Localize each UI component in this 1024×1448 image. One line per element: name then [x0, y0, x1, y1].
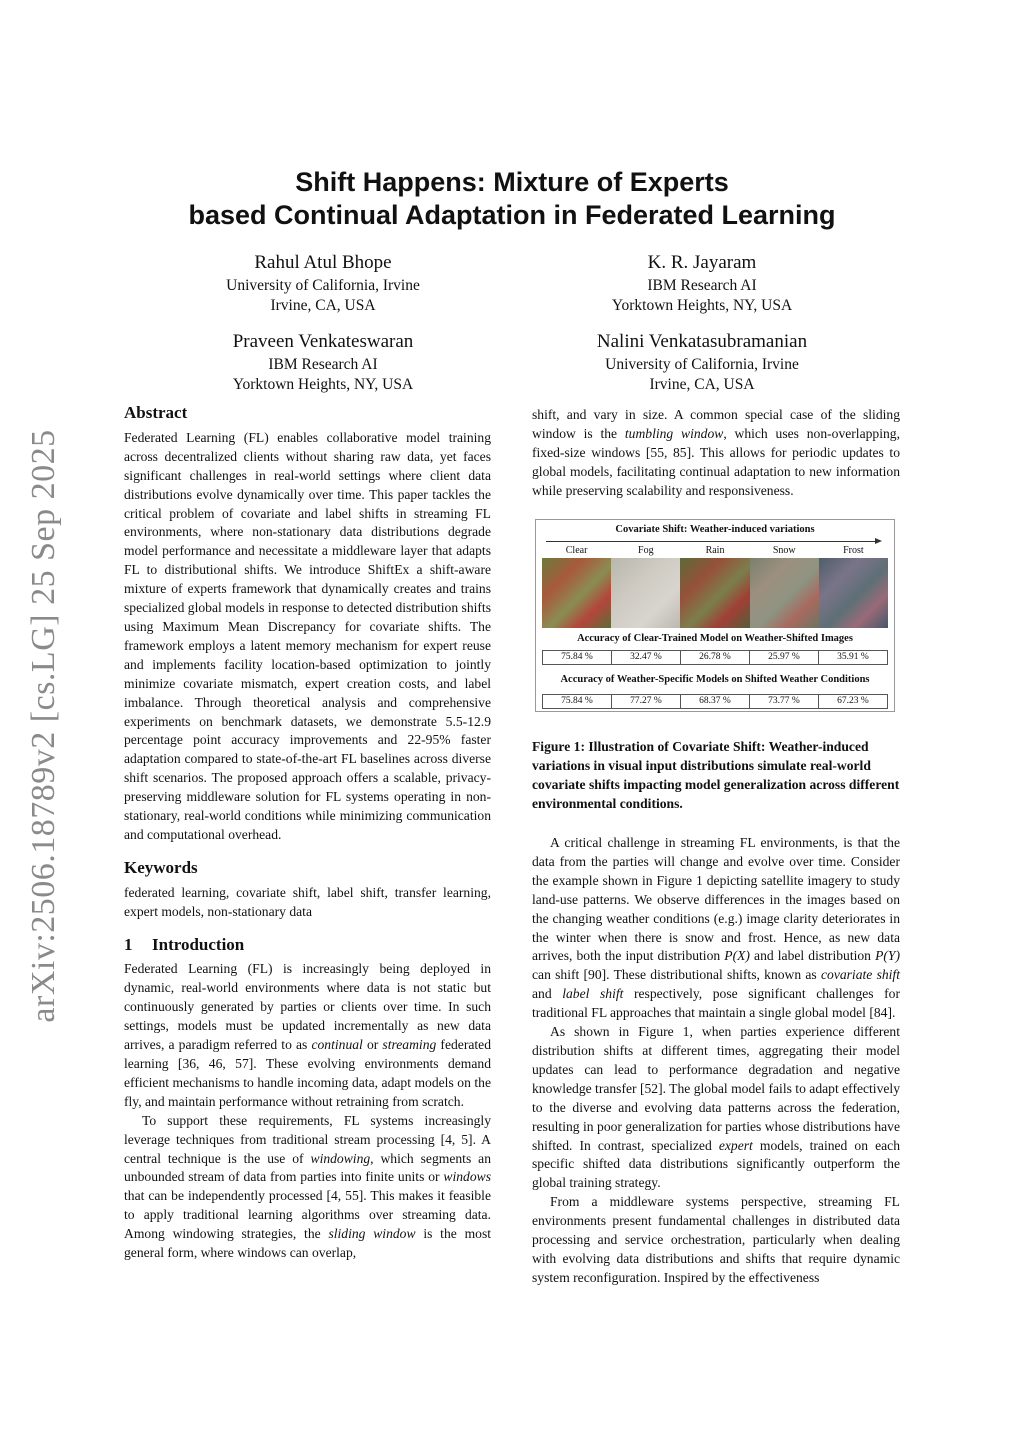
author-affiliation: University of California, Irvine	[226, 277, 420, 294]
condition-label: Frost	[843, 545, 864, 556]
author-block	[512, 250, 892, 316]
condition-label: Rain	[705, 545, 725, 556]
author-name: Nalini Venkatasubramanian	[596, 331, 808, 352]
condition-labels	[542, 545, 888, 556]
author-location: Yorktown Heights, NY, USA	[611, 297, 793, 314]
satellite-image-strip	[542, 558, 888, 628]
figure-title: Covariate Shift: Weather-induced variations	[615, 524, 815, 535]
satellite-image-fog	[611, 558, 680, 628]
accuracy-cell: 75.84 %	[561, 696, 593, 706]
accuracy-cell: 77.27 %	[611, 695, 680, 708]
accuracy-title-2: Accuracy of Weather-Specific Models on Shifted Weather Conditions	[560, 674, 870, 685]
author-affiliation: University of California, Irvine	[605, 356, 799, 373]
accuracy-cell: 73.77 %	[749, 695, 818, 708]
right-column-top	[532, 406, 900, 501]
right-paragraph-2: As shown in Figure 1, when parties experience different distribution shifts at different times, aggregating their model updates can lead to performance degradation and negative knowledge transfer [52]. The global model fails to adapt effectively to the diverse and evolving data patterns across the federation, resulting in poor generalization for parties whose distributions have shifted. In contrast, specialized expert models, trained on each specific shifted data distributions significantly outperform the global training strategy.	[532, 1024, 900, 1191]
author-location: Yorktown Heights, NY, USA	[232, 376, 414, 393]
author-block	[133, 250, 513, 316]
abstract-text: Federated Learning (FL) enables collaborative model training across decentralized clients without sharing raw data, yet faces significant challenges in real-world settings where client data distributions evolve dynamically over time. This paper tackles the critical problem of covariate and label shifts in streaming FL environments, where non-stationary data distributions degrade model performance and necessitate a middleware layer that adapts FL to distributional shifts. We introduce ShiftEx a shift-aware mixture of experts framework that dynamically creates and trains specialized global models in response to detected distribution shifts using Maximum Mean Discrepancy for covariate shifts. The framework employs a latent memory mechanism for expert reuse and implements facility location-based optimization to jointly minimize covariate mismatch, expert creation costs, and label imbalance. Through theoretical analysis and comprehensive experiments on benchmark datasets, we demonstrate 5.5-12.9 percentage point accuracy improvements and 22-95% faster adaptation compared to state-of-the-art FL baselines across diverse shift scenarios. The proposed approach offers a scalable, privacy-preserving middleware solution for FL systems operating in non-stationary, real-world conditions while minimizing communication and computational overhead.	[124, 429, 491, 842]
author-block	[512, 329, 892, 395]
right-paragraph-3: From a middleware systems perspective, streaming FL environments present fundamental challenges in distributed data processing and service orchestration, particularly when dealing with evolving data distributions and shifts that require dynamic system reconfiguration. Inspired by the effectiveness	[532, 1194, 900, 1285]
right-paragraph-continuation: shift, and vary in size. A common special case of the sliding window is the tumbling window, which uses non-overlapping, fixed-size windows [55, 85]. This allows for periodic updates to global models, facilitating continual adaptation to new information while preserving scalability and responsiveness.	[532, 407, 900, 498]
arrow-right-icon	[546, 541, 876, 542]
condition-label: Clear	[565, 545, 588, 556]
accuracy-cell: 75.84 %	[561, 652, 593, 662]
accuracy-title-1: Accuracy of Clear-Trained Model on Weather-Shifted Images	[577, 633, 853, 644]
author-affiliation: IBM Research AI	[647, 277, 757, 294]
satellite-image-frost	[819, 558, 888, 628]
right-paragraph-1: A critical challenge in streaming FL environments, is that the data from the parties will change and evolve over time. Consider the example shown in Figure 1 depicting satellite imagery to study land-use patterns. We observe differences in the images based on the changing weather conditions (e.g.) image clarity deteriorates in the winter when there is snow and frost. Hence, as new data arrives, both the input distribution P(X) and label distribution P(Y) can shift [90]. These distributional shifts, known as covariate shift and label shift respectively, pose significant challenges for traditional FL approaches that maintain a single global model [84].	[532, 835, 901, 1021]
satellite-image-clear	[542, 558, 611, 628]
author-name: Rahul Atul Bhope	[254, 252, 392, 273]
section-heading-introduction	[124, 936, 491, 955]
title-line-1: Shift Happens: Mixture of Experts	[295, 167, 729, 197]
figure-caption: Figure 1: Illustration of Covariate Shift: Weather-induced variations in visual input distributions simulate real-world covariate shifts impacting model generalization across different environmental conditions.	[532, 739, 900, 811]
accuracy-row-2	[542, 694, 888, 709]
accuracy-cell: 35.91 %	[818, 651, 887, 664]
keywords-heading: Keywords	[124, 857, 198, 877]
arxiv-identifier: arXiv:2506.18789v2 [cs.LG] 25 Sep 2025	[25, 429, 62, 1023]
section-number: 1	[124, 934, 133, 954]
figure-1	[535, 519, 895, 712]
author-block	[133, 329, 513, 395]
left-column	[124, 404, 491, 1263]
satellite-image-snow	[750, 558, 819, 628]
abstract-heading: Abstract	[124, 403, 188, 422]
author-name: Praveen Venkateswaran	[232, 331, 414, 352]
author-affiliation: IBM Research AI	[268, 356, 378, 373]
accuracy-row-1	[542, 650, 888, 665]
intro-paragraph-1: Federated Learning (FL) is increasingly being deployed in dynamic, real-world environments where data is not static but continuously generated by parties or clients over time. In such settings, models must be updated incrementally as new data arrives, a paradigm referred to as continual or streaming federated learning [36, 46, 57]. These evolving environments demand efficient mechanisms to handle incoming data, adapt models on the fly, and maintain performance without retraining from scratch.	[124, 961, 491, 1109]
accuracy-cell: 68.37 %	[680, 695, 749, 708]
accuracy-cell: 67.23 %	[818, 695, 887, 708]
author-name: K. R. Jayaram	[647, 252, 757, 273]
satellite-image-rain	[680, 558, 749, 628]
section-title: Introduction	[152, 934, 245, 954]
author-location: Irvine, CA, USA	[649, 376, 755, 393]
title-line-2: based Continual Adaptation in Federated Learning	[188, 200, 836, 230]
author-location: Irvine, CA, USA	[270, 297, 376, 314]
paper-title	[0, 166, 1024, 232]
condition-label: Snow	[772, 545, 796, 556]
intro-paragraph-2: To support these requirements, FL systems increasingly leverage techniques from traditional stream processing [4, 5]. A central technique is the use of windowing, which segments an unbounded stream of data from parties into finite units or windows that can be independently processed [4, 55]. This makes it feasible to apply traditional learning algorithms over streaming data. Among windowing strategies, the sliding window is the most general form, where windows can overlap,	[124, 1112, 492, 1261]
accuracy-cell: 32.47 %	[611, 651, 680, 664]
right-column-bottom	[532, 834, 900, 1288]
condition-label: Fog	[638, 545, 654, 556]
accuracy-cell: 26.78 %	[680, 651, 749, 664]
keywords-text: federated learning, covariate shift, label shift, transfer learning, expert models, non-stationary data	[124, 884, 491, 919]
accuracy-cell: 25.97 %	[749, 651, 818, 664]
